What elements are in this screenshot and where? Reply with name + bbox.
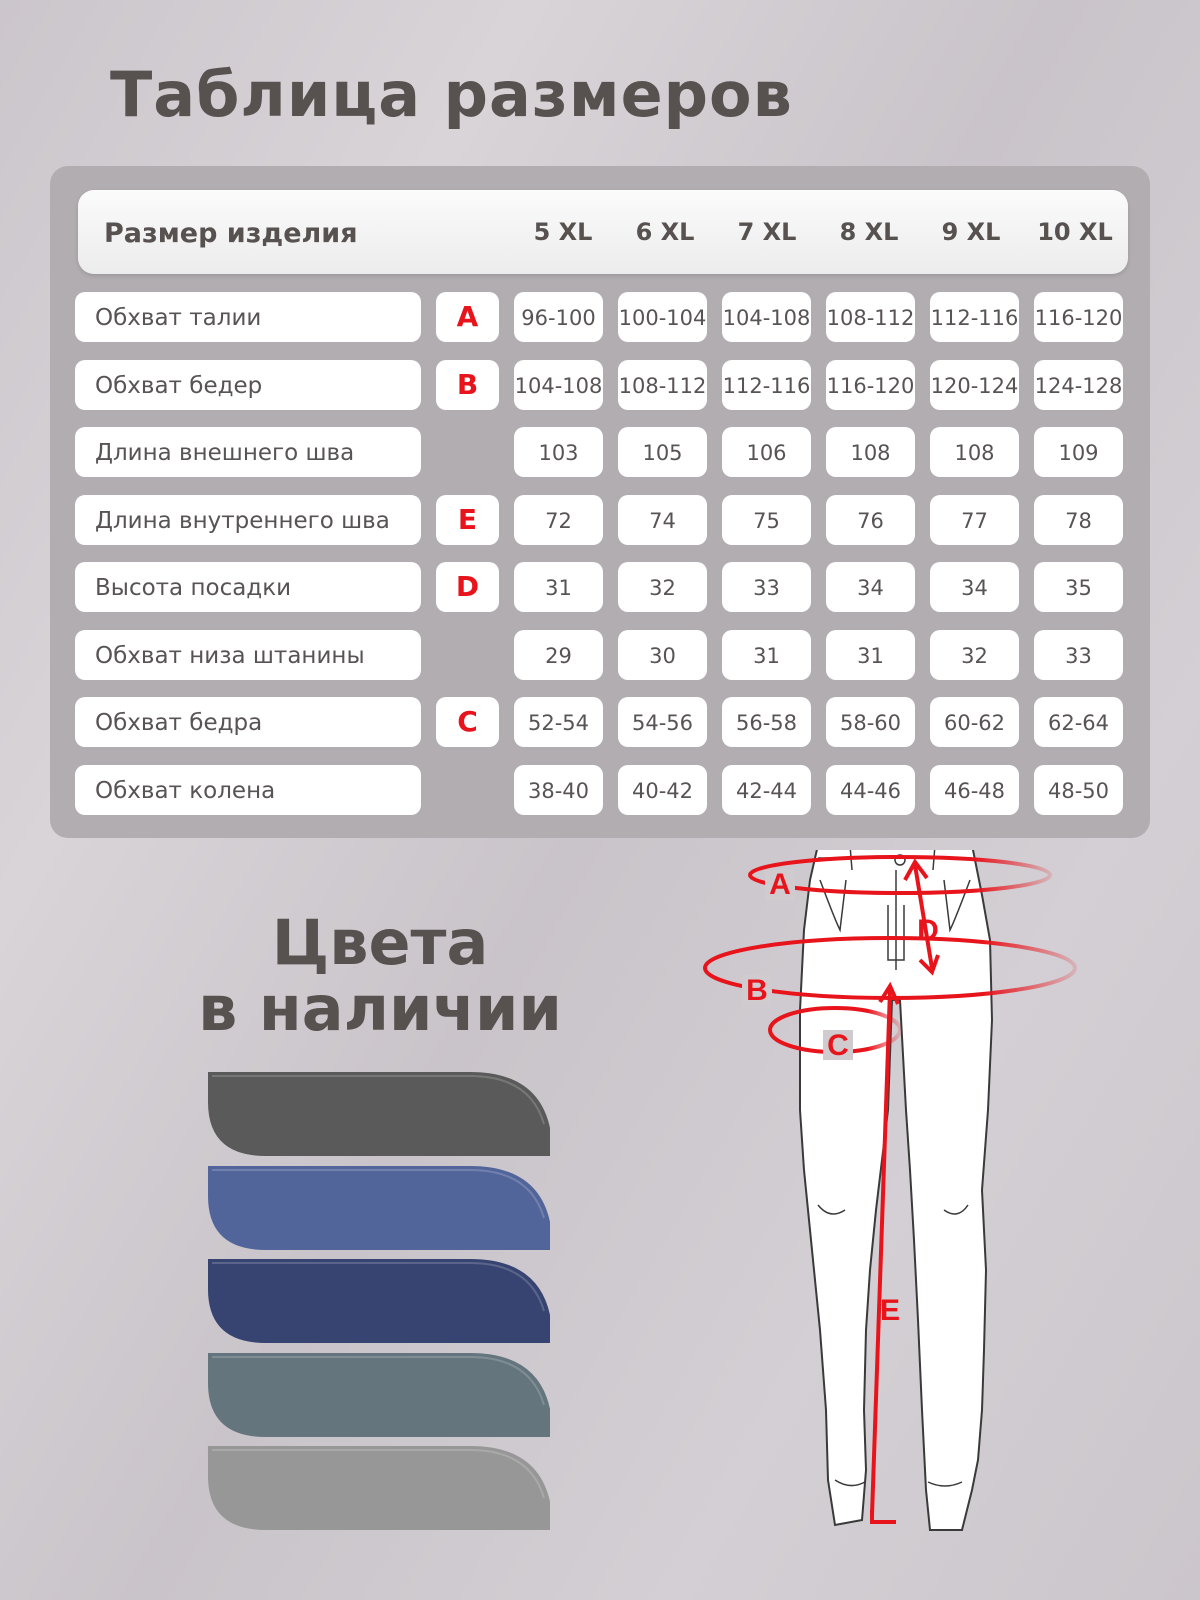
size-column-8xl: 8 XL (839, 218, 899, 246)
table-cell: 76 (826, 495, 915, 545)
row-label: Обхват бедра (75, 697, 421, 747)
table-cell: 31 (722, 630, 811, 680)
row-measure-letter: C (436, 697, 499, 747)
table-cell: 108 (826, 427, 915, 477)
table-cell: 56-58 (722, 697, 811, 747)
colors-title (180, 906, 580, 1045)
table-row (0, 495, 1200, 547)
table-cell: 48-50 (1034, 765, 1123, 815)
measurement-diagram (700, 850, 1100, 1565)
table-cell: 105 (618, 427, 707, 477)
table-cell: 34 (826, 562, 915, 612)
colors-title-line1: Цвета (271, 906, 489, 979)
jeans-illustration (700, 850, 1100, 1565)
table-cell: 44-46 (826, 765, 915, 815)
table-cell: 100-104 (618, 292, 707, 342)
table-cell: 108-112 (618, 360, 707, 410)
diagram-label-b: B (746, 974, 768, 1007)
table-cell: 52-54 (514, 697, 603, 747)
table-cell: 32 (618, 562, 707, 612)
table-cell: 75 (722, 495, 811, 545)
table-row (0, 360, 1200, 412)
table-cell: 60-62 (930, 697, 1019, 747)
table-cell: 33 (722, 562, 811, 612)
row-label: Обхват бедер (75, 360, 421, 410)
table-row (0, 427, 1200, 479)
table-cell: 106 (722, 427, 811, 477)
table-row (0, 562, 1200, 614)
row-label: Длина внешнего шва (75, 427, 421, 477)
row-label: Высота посадки (75, 562, 421, 612)
table-cell: 62-64 (1034, 697, 1123, 747)
table-cell: 77 (930, 495, 1019, 545)
colors-title-line2: в наличии (198, 972, 562, 1045)
row-measure-letter: E (436, 495, 499, 545)
diagram-label-a: A (769, 868, 791, 901)
size-column-5xl: 5 XL (533, 218, 593, 246)
table-cell: 35 (1034, 562, 1123, 612)
table-cell: 120-124 (930, 360, 1019, 410)
diagram-label-c: C (827, 1029, 849, 1062)
table-cell: 31 (514, 562, 603, 612)
table-cell: 116-120 (826, 360, 915, 410)
table-cell: 30 (618, 630, 707, 680)
table-cell: 38-40 (514, 765, 603, 815)
table-cell: 40-42 (618, 765, 707, 815)
table-cell: 109 (1034, 427, 1123, 477)
table-cell: 46-48 (930, 765, 1019, 815)
table-row (0, 765, 1200, 817)
size-table-header (78, 190, 1128, 274)
table-cell: 72 (514, 495, 603, 545)
table-cell: 34 (930, 562, 1019, 612)
size-column-10xl: 10 XL (1037, 218, 1113, 246)
swatch-dark-gray[interactable] (208, 1072, 550, 1156)
row-measure-letter: A (436, 292, 499, 342)
table-cell: 54-56 (618, 697, 707, 747)
table-cell: 124-128 (1034, 360, 1123, 410)
table-cell: 104-108 (722, 292, 811, 342)
table-cell: 96-100 (514, 292, 603, 342)
row-measure-letter: B (436, 360, 499, 410)
row-label: Обхват колена (75, 765, 421, 815)
table-cell: 31 (826, 630, 915, 680)
table-cell: 112-116 (930, 292, 1019, 342)
size-column-9xl: 9 XL (941, 218, 1001, 246)
page-title: Таблица размеров (110, 58, 793, 131)
header-label: Размер изделия (104, 218, 358, 249)
diagram-label-d: D (917, 914, 939, 947)
swatch-blue[interactable] (208, 1166, 550, 1250)
table-cell: 108-112 (826, 292, 915, 342)
diagram-label-e: E (879, 1294, 901, 1327)
swatch-light-gray[interactable] (208, 1446, 550, 1530)
table-cell: 74 (618, 495, 707, 545)
row-label: Длина внутреннего шва (75, 495, 421, 545)
table-cell: 78 (1034, 495, 1123, 545)
table-cell: 33 (1034, 630, 1123, 680)
row-label: Обхват талии (75, 292, 421, 342)
table-cell: 42-44 (722, 765, 811, 815)
swatch-navy[interactable] (208, 1259, 550, 1343)
table-cell: 116-120 (1034, 292, 1123, 342)
swatch-slate[interactable] (208, 1353, 550, 1437)
table-cell: 112-116 (722, 360, 811, 410)
size-column-6xl: 6 XL (635, 218, 695, 246)
size-column-7xl: 7 XL (737, 218, 797, 246)
table-row (0, 630, 1200, 682)
row-measure-letter: D (436, 562, 499, 612)
table-cell: 104-108 (514, 360, 603, 410)
table-cell: 29 (514, 630, 603, 680)
table-row (0, 292, 1200, 344)
table-cell: 103 (514, 427, 603, 477)
table-row (0, 697, 1200, 749)
row-label: Обхват низа штанины (75, 630, 421, 680)
table-cell: 108 (930, 427, 1019, 477)
table-cell: 58-60 (826, 697, 915, 747)
table-cell: 32 (930, 630, 1019, 680)
